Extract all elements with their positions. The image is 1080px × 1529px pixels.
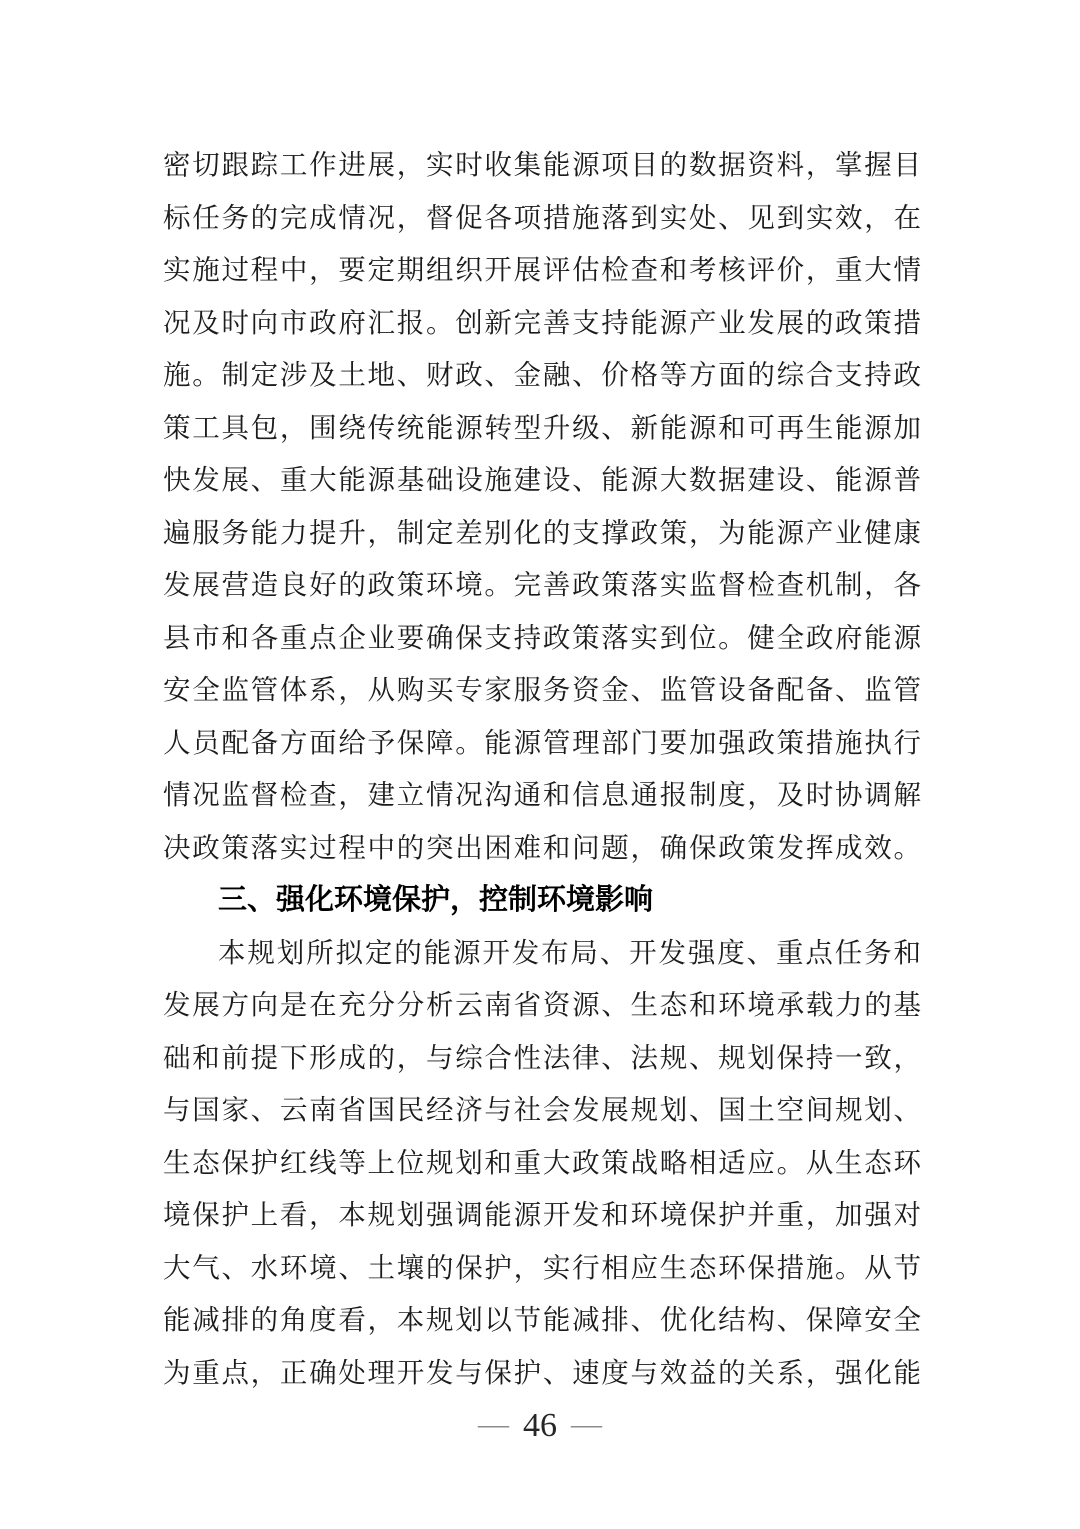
text-line: 策工具包，围绕传统能源转型升级、新能源和可再生能源加 xyxy=(163,411,921,443)
page-number: 46 xyxy=(523,1407,557,1444)
text-line: 生态保护红线等上位规划和重大政策战略相适应。从生态环 xyxy=(163,1146,921,1178)
text-line: 决政策落实过程中的突出困难和问题，确保政策发挥成效。 xyxy=(163,831,921,863)
text-line: 为重点，正确处理开发与保护、速度与效益的关系，强化能 xyxy=(163,1356,921,1388)
text-line: 大气、水环境、土壤的保护，实行相应生态环保措施。从节 xyxy=(163,1251,921,1283)
text-line: 发展营造良好的政策环境。完善政策落实监督检查机制，各 xyxy=(163,569,921,600)
text-line: 安全监管体系，从购买专家服务资金、监管设备配备、监管 xyxy=(163,674,921,705)
footer-dash-right: — xyxy=(571,1406,602,1441)
section-heading: 三、强化环境保护，控制环境影响 xyxy=(218,884,654,916)
page-footer xyxy=(0,1406,1080,1445)
text-line: 实施过程中，要定期组织开展评估检查和考核评价，重大情 xyxy=(163,254,921,285)
text-line: 人员配备方面给予保障。能源管理部门要加强政策措施执行 xyxy=(163,726,921,758)
text-line: 遍服务能力提升，制定差别化的支撑政策，为能源产业健康 xyxy=(163,516,921,548)
text-line: 与国家、云南省国民经济与社会发展规划、国土空间规划、 xyxy=(163,1094,921,1125)
page-body-text xyxy=(163,139,921,1399)
text-line: 标任务的完成情况，督促各项措施落到实处、见到实效，在 xyxy=(163,201,921,233)
text-line: 县市和各重点企业要确保支持政策落实到位。健全政府能源 xyxy=(163,621,921,653)
text-line: 发展方向是在充分分析云南省资源、生态和环境承载力的基 xyxy=(163,989,921,1020)
text-line: 本规划所拟定的能源开发布局、开发强度、重点任务和 xyxy=(218,936,921,968)
text-line: 密切跟踪工作进展，实时收集能源项目的数据资料，掌握目 xyxy=(163,149,921,180)
text-line: 础和前提下形成的，与综合性法律、法规、规划保持一致， xyxy=(163,1041,921,1073)
text-line: 况及时向市政府汇报。创新完善支持能源产业发展的政策措 xyxy=(163,306,921,338)
text-line: 情况监督检查，建立情况沟通和信息通报制度，及时协调解 xyxy=(163,779,921,810)
text-line: 境保护上看，本规划强调能源开发和环境保护并重，加强对 xyxy=(163,1199,921,1230)
footer-dash-left: — xyxy=(478,1406,509,1441)
text-line: 施。制定涉及土地、财政、金融、价格等方面的综合支持政 xyxy=(163,359,921,390)
text-line: 能减排的角度看，本规划以节能减排、优化结构、保障安全 xyxy=(163,1304,921,1335)
text-line: 快发展、重大能源基础设施建设、能源大数据建设、能源普 xyxy=(163,464,921,495)
